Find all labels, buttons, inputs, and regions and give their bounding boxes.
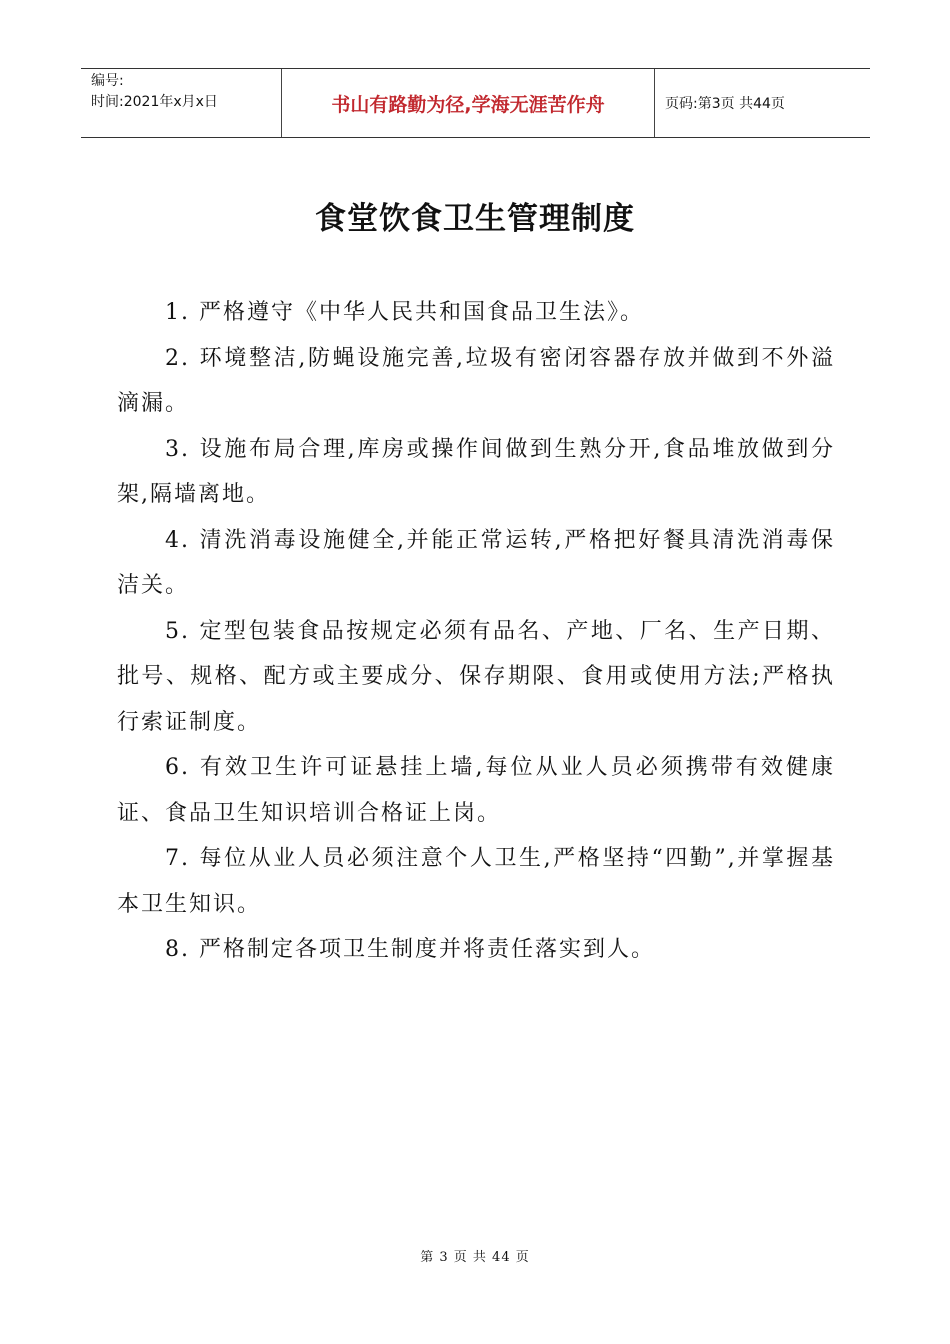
- paragraph-5: 5. 定型包装食品按规定必须有品名、产地、厂名、生产日期、批号、规格、配方或主要成分、保存期限、食用或使用方法;严格执行索证制度。: [117, 618, 835, 735]
- paragraph-8: 8. 严格制定各项卫生制度并将责任落实到人。: [165, 937, 655, 962]
- paragraph-2: 2. 环境整洁,防蝇设施完善,垃圾有密闭容器存放并做到不外溢滴漏。: [117, 345, 835, 416]
- paragraph-3: 3. 设施布局合理,库房或操作间做到生熟分开,食品堆放做到分架,隔墙离地。: [117, 436, 835, 507]
- header-meta-cell: [81, 69, 282, 137]
- time-label: 时间:2021年x月x日: [91, 94, 218, 110]
- document-header: [81, 68, 870, 138]
- page-footer: 第 3 页 共 44 页: [420, 1250, 530, 1265]
- header-page-cell: [655, 69, 870, 137]
- page-info: 页码:第3页 共44页: [665, 96, 785, 112]
- header-motto-cell: [282, 69, 655, 137]
- motto-text: 书山有路勤为径,学海无涯苦作舟: [331, 93, 605, 116]
- document-title: 食堂饮食卫生管理制度: [315, 201, 635, 237]
- paragraph-6: 6. 有效卫生许可证悬挂上墙,每位从业人员必须携带有效健康证、食品卫生知识培训合格证上岗。: [117, 755, 835, 826]
- paragraph-7: 7. 每位从业人员必须注意个人卫生,严格坚持“四勤”,并掌握基本卫生知识。: [117, 846, 835, 917]
- paragraph-1: 1. 严格遵守《中华人民共和国食品卫生法》。: [165, 300, 644, 325]
- paragraph-4: 4. 清洗消毒设施健全,并能正常运转,严格把好餐具清洗消毒保洁关。: [117, 527, 835, 598]
- document-body: [117, 290, 835, 973]
- number-label: 编号:: [91, 73, 124, 89]
